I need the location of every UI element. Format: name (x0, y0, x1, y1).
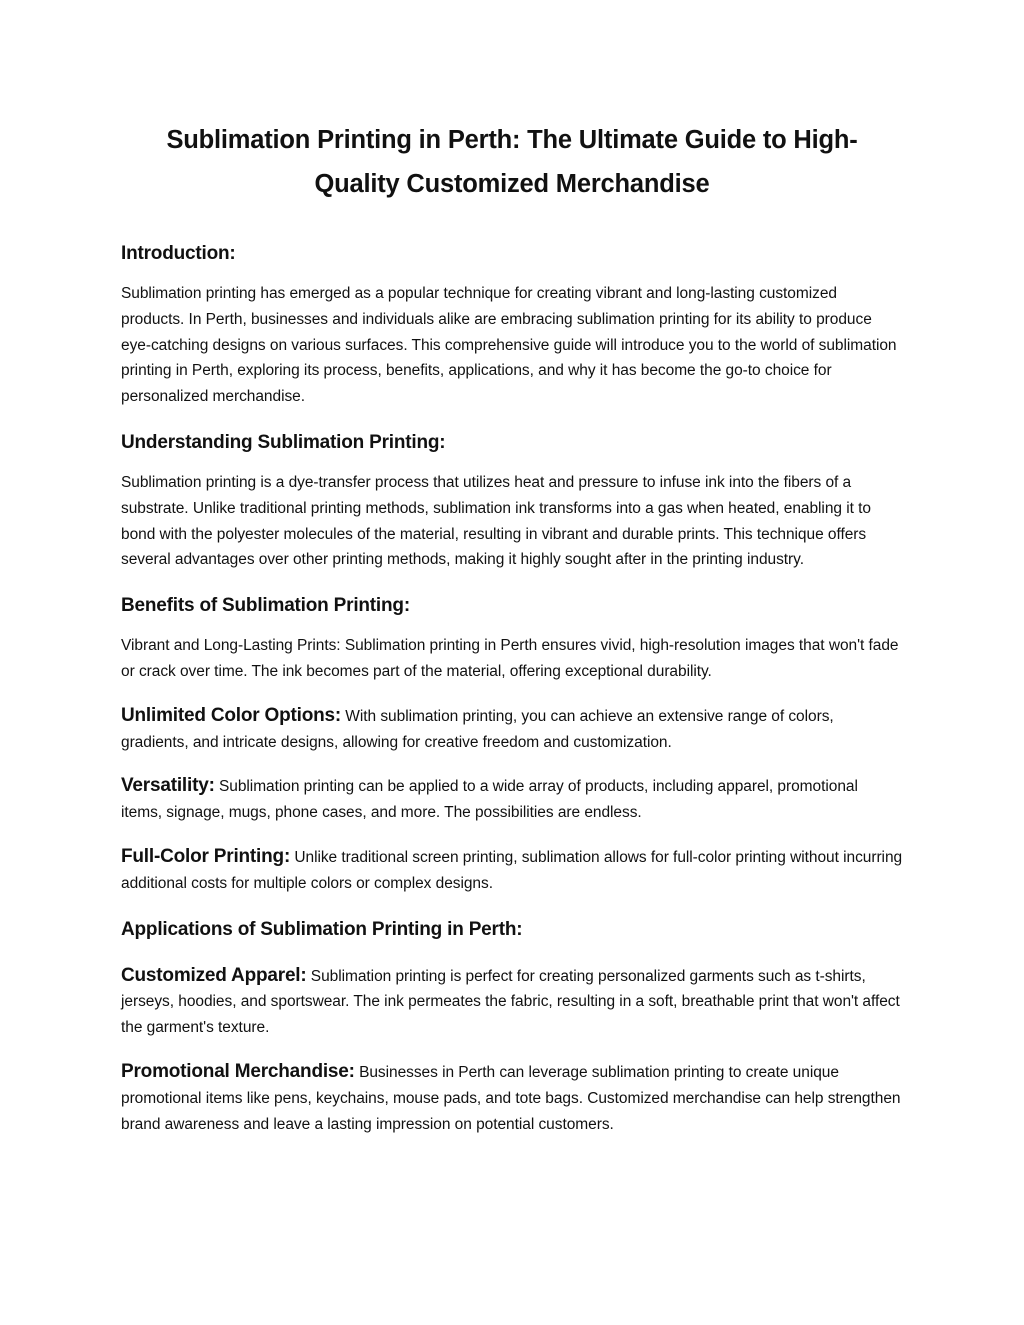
document-title (121, 118, 903, 206)
understanding-heading: Understanding Sublimation Printing: (121, 431, 446, 453)
benefits-heading: Benefits of Sublimation Printing: (121, 595, 410, 617)
introduction-heading: Introduction: (121, 243, 236, 264)
document-title-line-2: Quality Customized Merchandise (314, 170, 710, 198)
introduction-paragraph: Sublimation printing has emerged as a popular technique for creating vibrant and long-lasting customized products. In Perth, businesses and individuals alike are embracing sublimation printing for its ability to produce eye-catching designs on various surfaces. This comprehensive guide will introduce you to the world of sublimation printing in Perth, exploring its process, benefits, applications, and why it has become the go-to choice for personalized merchandise. (121, 285, 897, 406)
benefit-item-text: With sublimation printing, you can achieve an extensive range of colors, gradients, and intricate designs, allowing for creative freedom and customization. (121, 707, 834, 751)
benefit-item-label: Versatility: (121, 775, 215, 797)
document-page (121, 118, 903, 1137)
application-item-text: Businesses in Perth can leverage sublimation printing to create unique promotional items like pens, keychains, mouse pads, and tote bags. Customized merchandise can help strengthen brand awareness and leave a lasting impression on potential customers. (121, 1063, 901, 1133)
application-item-label: Promotional Merchandise: (121, 1060, 355, 1082)
understanding-paragraph: Sublimation printing is a dye-transfer process that utilizes heat and pressure to infuse ink into the fibers of a substrate. Unlike traditional printing methods, sublimation ink transforms into a gas when heated, enabling it to bond with the polyester molecules of the material, resulting in vibrant and durable prints. This technique offers several advantages over other printing methods, making it highly sought after in the printing industry. (121, 473, 871, 569)
application-item (121, 1059, 903, 1137)
benefits-intro-paragraph: Vibrant and Long-Lasting Prints: Sublimation printing in Perth ensures vivid, high-resolution images that won't fade or crack over time. The ink becomes part of the material, offering exceptional durability. (121, 637, 899, 680)
benefit-item-text: Unlike traditional screen printing, sublimation allows for full-color printing without incurring additional costs for multiple colors or complex designs. (121, 848, 903, 892)
benefit-item-label: Unlimited Color Options: (121, 704, 342, 726)
application-item-label: Customized Apparel: (121, 964, 307, 986)
document-title-line-1: Sublimation Printing in Perth: The Ultimate Guide to High- (166, 126, 858, 154)
benefit-item (121, 844, 903, 897)
benefit-item-text: Sublimation printing can be applied to a wide array of products, including apparel, promotional items, signage, mugs, phone cases, and more. The possibilities are endless. (121, 778, 858, 822)
application-item (121, 963, 903, 1041)
benefit-item (121, 703, 903, 756)
application-item-text: Sublimation printing is perfect for creating personalized garments such as t-shirts, jerseys, hoodies, and sportswear. The ink permeates the fabric, resulting in a soft, breathable print that won't affect the garment's texture. (121, 967, 900, 1037)
benefit-item (121, 773, 903, 826)
applications-heading: Applications of Sublimation Printing in Perth: (121, 918, 523, 940)
benefit-item-label: Full-Color Printing: (121, 845, 291, 867)
